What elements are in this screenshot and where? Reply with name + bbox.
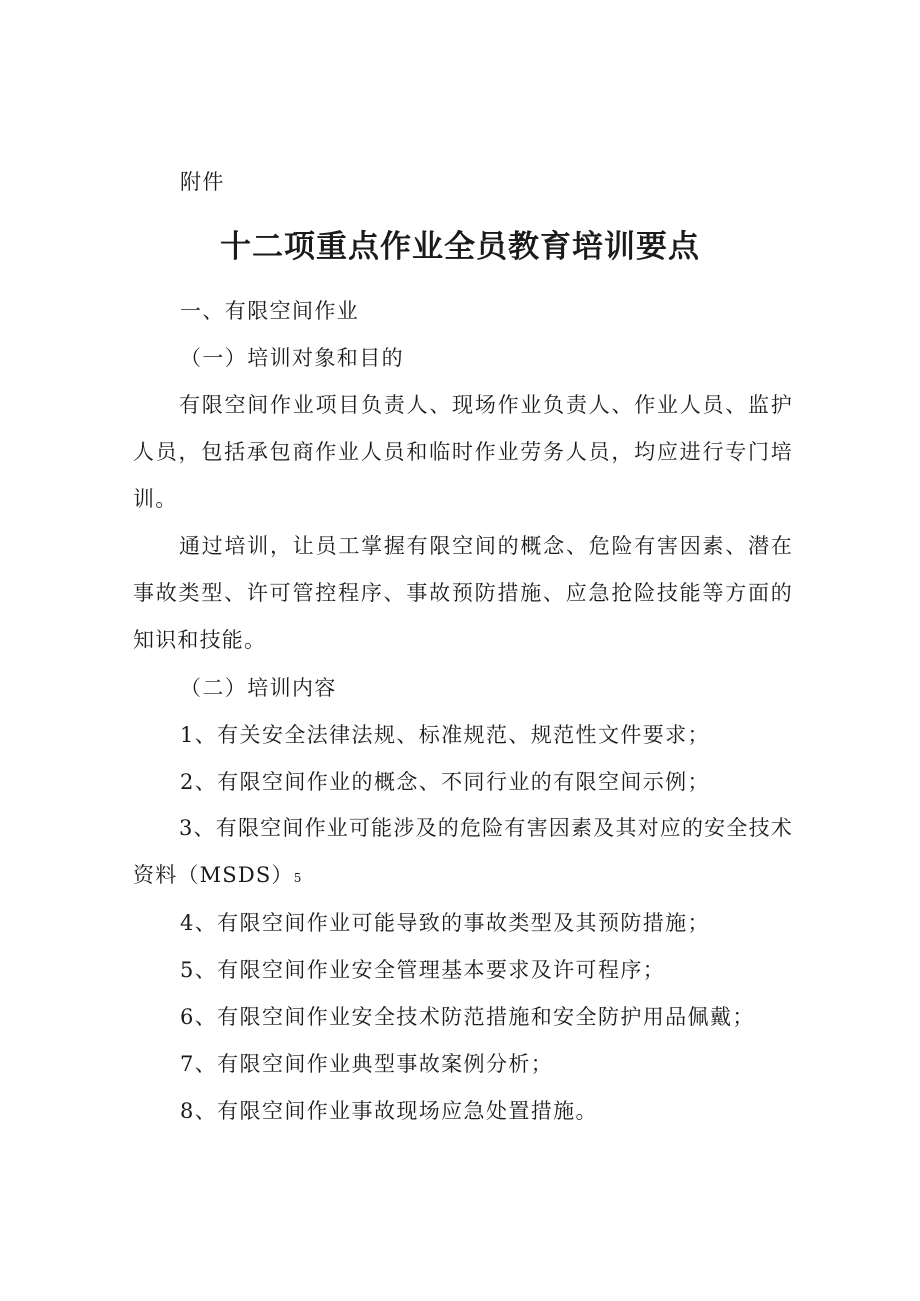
paragraph-training-purpose: 通过培训，让员工掌握有限空间的概念、危险有害因素、潜在事故类型、许可管控程序、事故预防措施、应急抢险技能等方面的知识和技能。 [133,534,793,652]
content-item-5: 5、有限空间作业安全管理基本要求及许可程序； [180,958,666,982]
content-item-4: 4、有限空间作业可能导致的事故类型及其预防措施； [180,911,710,935]
content-item-3-text: 3、有限空间作业可能涉及的危险有害因素及其对应的安全技术资料（MSDS） [133,816,793,887]
paragraph-training-targets: 有限空间作业项目负责人、现场作业负责人、作业人员、监护人员，包括承包商作业人员和临时作业劳务人员，均应进行专门培训。 [133,393,793,511]
content-item-2: 2、有限空间作业的概念、不同行业的有限空间示例； [180,770,710,794]
section-1-heading: 一、有限空间作业 [180,299,360,323]
content-item-7: 7、有限空间作业典型事故案例分析； [180,1052,554,1076]
content-item-3-suffix: 5 [293,871,303,885]
content-item-8: 8、有限空间作业事故现场应急处置措施。 [180,1099,598,1123]
subsection-2-heading: （二）培训内容 [180,676,337,700]
document-title: 十二项重点作业全员教育培训要点 [220,229,700,265]
content-item-3 [133,805,793,902]
attachment-label: 附件 [180,170,225,194]
content-item-1: 1、有关安全法律法规、标准规范、规范性文件要求； [180,723,710,747]
content-item-6: 6、有限空间作业安全技术防范措施和安全防护用品佩戴； [180,1005,755,1029]
subsection-1-heading: （一）培训对象和目的 [180,346,404,370]
